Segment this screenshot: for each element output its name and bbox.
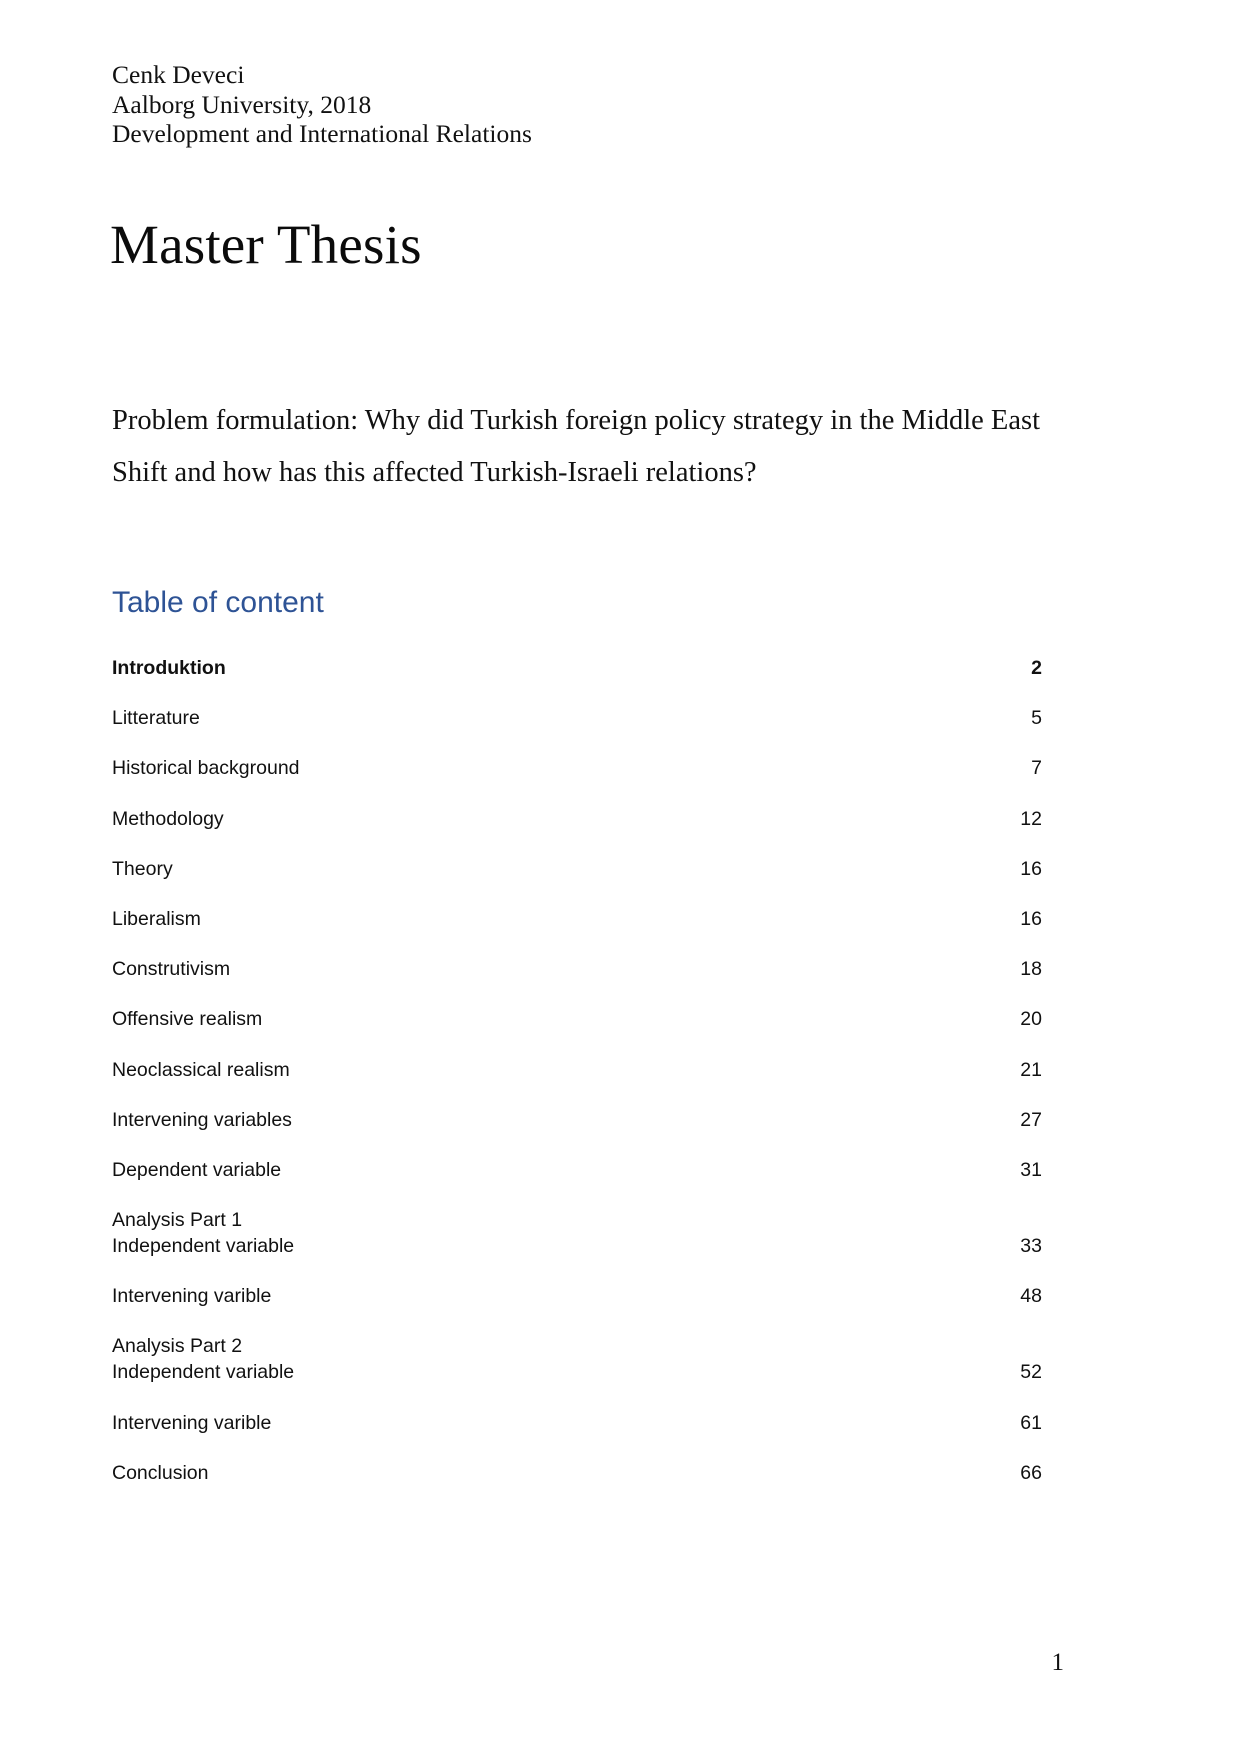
toc-entry-label: Analysis Part 1 [112, 1209, 243, 1232]
toc-entry-label: Intervening varible [112, 1411, 272, 1434]
toc-entry-analysis-part-1[interactable] [112, 1207, 1042, 1259]
toc-entry-label: Offensive realism [112, 1008, 263, 1031]
toc-entry-neoclassical-realism[interactable] [112, 1057, 1042, 1083]
toc-entry-page: 18 [1020, 958, 1042, 981]
toc-entry-label: Neoclassical realism [112, 1058, 290, 1081]
toc-entry-label: Dependent variable [112, 1158, 282, 1181]
toc-entry-label: Construtivism [112, 958, 231, 981]
author-name: Cenk Deveci [112, 60, 245, 89]
problem-formulation-line-2: Shift and how has this affected Turkish-Israeli relations? [112, 457, 757, 488]
toc-entry-label: Historical background [112, 757, 300, 780]
toc-entry-page: 61 [1020, 1411, 1042, 1434]
toc-entry-label: Intervening varible [112, 1285, 272, 1308]
toc-entry-offensive-realism[interactable] [112, 1006, 1042, 1032]
toc-entry-theory[interactable] [112, 856, 1042, 882]
toc-entry-page: 7 [1031, 757, 1042, 780]
footer-page-number: 1 [1051, 1649, 1064, 1676]
toc-entry-page: 66 [1020, 1461, 1042, 1484]
toc-entry-page: 33 [1020, 1235, 1042, 1258]
table-of-contents [112, 655, 1042, 1510]
toc-entry-page: 12 [1020, 807, 1042, 830]
toc-entry-page: 27 [1020, 1108, 1042, 1131]
toc-entry-analysis-part-2[interactable] [112, 1333, 1042, 1385]
toc-entry-intervening-varible-2[interactable] [112, 1410, 1042, 1436]
toc-entry-label: Liberalism [112, 907, 201, 930]
toc-entry-page: 52 [1020, 1361, 1042, 1384]
toc-entry-litterature[interactable] [112, 705, 1042, 731]
toc-entry-label: Analysis Part 2 [112, 1335, 243, 1358]
toc-entry-sublabel: Independent variable [112, 1361, 295, 1384]
toc-entry-sublabel: Independent variable [112, 1235, 295, 1258]
institution-name: Aalborg University, 2018 [112, 89, 372, 119]
toc-entry-conclusion[interactable] [112, 1460, 1042, 1486]
problem-formulation-line-1: Problem formulation: Why did Turkish foreign policy strategy in the Middle East [112, 405, 1041, 436]
problem-formulation [112, 395, 1072, 499]
toc-entry-label: Litterature [112, 707, 200, 730]
toc-entry-construtivism[interactable] [112, 956, 1042, 982]
toc-entry-label: Methodology [112, 807, 224, 830]
page-title: Master Thesis [110, 214, 422, 275]
toc-entry-historical-background[interactable] [112, 755, 1042, 781]
toc-entry-page: 48 [1020, 1285, 1042, 1308]
toc-entry-dependent-variable[interactable] [112, 1157, 1042, 1183]
toc-entry-page: 21 [1020, 1058, 1042, 1081]
toc-entry-methodology[interactable] [112, 806, 1042, 832]
toc-entry-label: Introduktion [112, 657, 226, 679]
toc-entry-label: Conclusion [112, 1461, 209, 1484]
toc-entry-page: 2 [1031, 657, 1042, 679]
toc-entry-intervening-varible-1[interactable] [112, 1283, 1042, 1309]
toc-entry-introduktion[interactable] [112, 655, 1042, 681]
toc-entry-group [112, 1333, 294, 1385]
program-name: Development and International Relations [112, 119, 532, 148]
toc-entry-group [112, 1207, 294, 1259]
table-of-contents-heading: Table of content [112, 586, 324, 619]
toc-entry-label: Theory [112, 857, 173, 880]
toc-entry-page: 5 [1031, 707, 1042, 730]
title-page-header [112, 60, 532, 149]
toc-entry-intervening-variables[interactable] [112, 1107, 1042, 1133]
toc-entry-page: 31 [1020, 1158, 1042, 1181]
toc-entry-liberalism[interactable] [112, 906, 1042, 932]
toc-entry-page: 16 [1020, 907, 1042, 930]
toc-entry-label: Intervening variables [112, 1108, 292, 1131]
toc-entry-page: 16 [1020, 857, 1042, 880]
toc-entry-page: 20 [1020, 1008, 1042, 1031]
